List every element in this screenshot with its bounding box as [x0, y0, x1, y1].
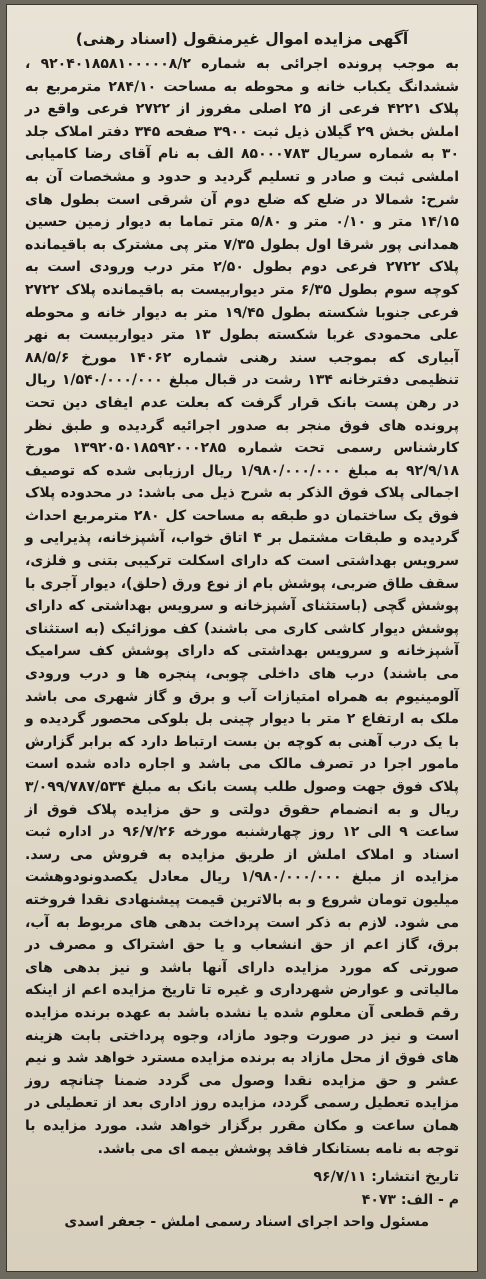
notice-footer [25, 1166, 459, 1234]
signature-line: مسئول واحد اجرای اسناد رسمی املش - جعفر اسدی [64, 1214, 429, 1231]
notice-title: آگهی مزایده اموال غیرمنقول (اسناد رهنی) [75, 30, 409, 48]
publish-date: تاریخ انتشار: ۹۶/۷/۱۱ [313, 1169, 459, 1186]
notice-body: به موجب پرونده اجرائی به شماره ۹۲۰۴۰۱۸۵۸۱۰۰۰۰۰۸/۲ ، ششدانگ یکباب خانه و محوطه به مساحت ۲۸۴/۱۰ مترمربع به پلاک ۴۲۲۱ فرعی از ۲۵ اصلی مفروز از ۲۷۲۲ فرعی واقع در املش بخش ۲۹ گیلان ذیل ثبت ۳۹۰۰ صفحه ۳۴۵ دفتر املاک جلد ۳۰ به شماره سریال ۸۵۰۰۰۷۸۳ الف به نام آقای رضا کامیابی املشی ثبت و صادر و تسلیم گردید و حدود و مشخصات آن به شرح: شمالا در ضلع که ضلع دوم آن شرقی است بطول های ۱۴/۱۵ متر و ۰/۱۰ متر و ۵/۸۰ متر تماما به دیوار زمین حسین همدانی پور شرقا اول بطول ۷/۳۵ متر پی مشترک به باقیمانده پلاک ۲۷۲۲ فرعی دوم بطول ۲/۵۰ متر درب ورودی است به کوچه سوم بطول ۶/۳۵ متر دیواربیست به باقیمانده پلاک ۲۷۲۲ فرعی جنوبا شکسته بطول ۱۹/۴۵ متر به دیوار خانه و محوطه علی محمودی غربا شکسته بطول ۱۳ متر دیواربیست به نهر آبیاری که بموجب سند رهنی شماره ۱۴۰۶۲ مورخ ۸۸/۵/۶ تنظیمی دفترخانه ۱۳۴ رشت در قبال مبلغ ۱/۵۴۰/۰۰۰/۰۰۰ ریال در رهن پست بانک قرار گرفت که بعلت عدم ایفای دین تحت پرونده های فوق منجر به صدور اجرائیه گردیده و طبق نظر کارشناس رسمی تحت شماره ۱۳۹۲۰۵۰۱۸۵۹۲۰۰۰۲۸۵ مورخ ۹۲/۹/۱۸ به مبلغ ۱/۹۸۰/۰۰۰/۰۰۰ ریال ارزیابی شده که توصیف اجمالی پلاک فوق الذکر به شرح ذیل می باشد: در محدوده پلاک فوق یک ساختمان دو طبقه به مساحت کل ۲۸۰ مترمربع احداث گردیده و طبقات مشتمل بر ۴ اتاق خواب، آشپزخانه، پذیرایی و سرویس بهداشتی است که دارای اسکلت ترکیبی بتنی و فلزی، سقف طاق ضربی، پوشش بام از نوع ورق (حلق)، دیوار آجری با پوشش گچی (باستثنای آشپزخانه و سرویس بهداشتی که دارای پوشش دیوار کاشی کاری می باشند) کف موزائیک (به استثنای آشپزخانه و سرویس بهداشتی که دارای پوشش کف سرامیک می باشند) درب های داخلی چوبی، پنجره ها و درب ورودی آلومینیوم به همراه امتیازات آب و برق و گاز شهری می باشد ملک به ارتفاع ۲ متر با دیوار چینی بل بلوکی محصور گردیده و با یک درب آهنی به کوچه بن بست ارتباط دارد که برابر گزارش مامور اجرا در تصرف مالک می باشد و اجاره داده شده است پلاک فوق جهت وصول طلب پست بانک به مبلغ ۳/۰۹۹/۷۸۷/۵۳۴ ریال و به انضمام حقوق دولتی و حق مزایده پلاک فوق از ساعت ۹ الی ۱۲ روز چهارشنبه مورخه ۹۶/۷/۲۶ در اداره ثبت اسناد و املاک املش از طریق مزایده به فروش می رسد. مزایده از مبلغ ۱/۹۸۰/۰۰۰/۰۰۰ ریال معادل یکصدونودوهشت میلیون تومان شروع و به بالاترین قیمت پیشنهادی نقدا فروخته می شود. لازم به ذکر است پرداخت بدهی های مربوط به آب، برق، گاز اعم از حق انشعاب و یا حق اشتراک و مصرف در صورتی که مورد مزایده دارای آنها باشد و نیز بدهی های مالیاتی و عوارض شهرداری و غیره تا تاریخ مزایده اعم از اینکه رقم قطعی آن معلوم شده یا نشده باشد به عهده برنده مزایده است و نیز در صورت وجود مازاد، وجوه پرداختی بابت هزینه های فوق از محل مازاد به برنده مزایده مسترد خواهد شد و نیم عشر و حق مزایده نقدا وصول می گردد ضمنا چنانچه روز مزایده تعطیل رسمی گردد، مزایده روز اداری بعد از تعطیلی در همان ساعت و مکان مقرر برگزار خواهد شد. مورد مزایده با توجه به نامه بستانکار فاقد پوشش بیمه ای می باشد. [25, 56, 460, 1157]
notice-paper [6, 4, 478, 1272]
reference-number: م - الف: ۴۰۷۳ [361, 1191, 459, 1208]
